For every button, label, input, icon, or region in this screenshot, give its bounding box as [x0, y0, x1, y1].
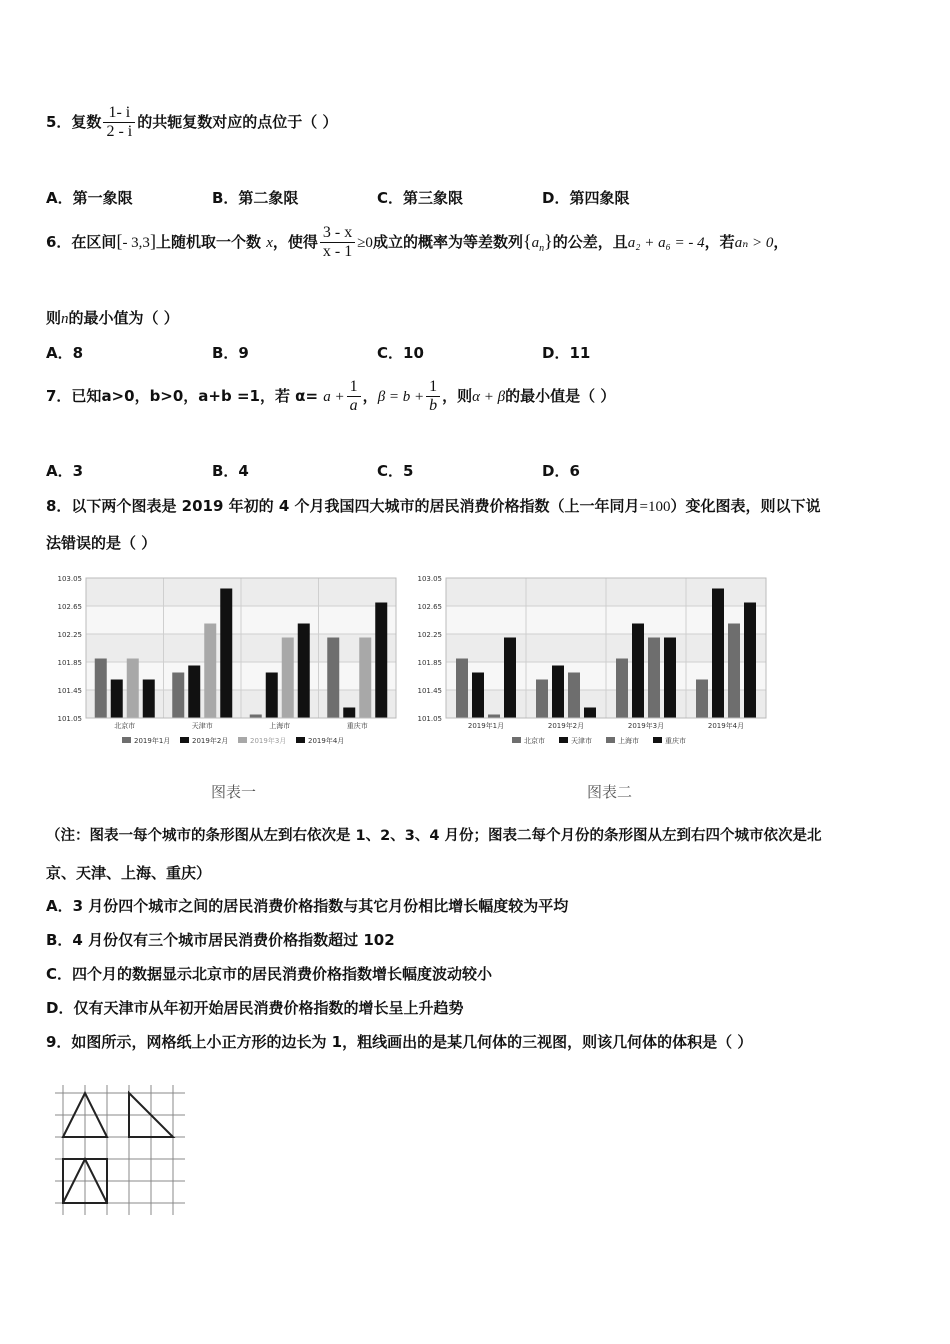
y-tick-label: 102.65	[57, 603, 82, 611]
q8-note-line2: 京、天津、上海、重庆）	[46, 864, 212, 882]
bar	[456, 659, 468, 719]
q6-text3: ，使得	[272, 233, 318, 251]
grid-lines	[55, 1085, 185, 1215]
legend-swatch	[512, 737, 521, 743]
q6-fraction	[320, 224, 355, 261]
q8-line1-eq: =100	[639, 499, 671, 515]
three-view-figure	[55, 1085, 187, 1217]
y-tick-label: 102.65	[417, 603, 442, 611]
q8-line1-prefix: 8．以下两个图表是 2019 年初的 4 个月我国四大城市的居民消费价格指数（上一年同月	[46, 497, 640, 515]
bar	[111, 680, 123, 719]
chart-one-caption: 图表一	[211, 783, 257, 801]
legend-label: 2019年4月	[308, 737, 345, 745]
q5-option-d: D．第四象限	[542, 189, 630, 207]
q6-option-a: A．8	[46, 344, 84, 362]
q8-option-c: C．四个月的数据显示北京市的居民消费价格指数增长幅度波动较小	[46, 965, 493, 983]
q5-fraction	[103, 104, 135, 141]
legend-label: 重庆市	[665, 737, 686, 745]
legend-label: 北京市	[524, 737, 545, 745]
q5-option-c: C．第三象限	[377, 189, 464, 207]
y-tick-label: 101.85	[417, 659, 442, 667]
chart-one	[52, 572, 402, 757]
y-tick-label: 103.05	[417, 575, 442, 583]
bar	[664, 638, 676, 719]
bar	[648, 638, 660, 719]
bar	[298, 624, 310, 719]
legend-label: 2019年1月	[134, 737, 171, 745]
legend-label: 天津市	[571, 737, 592, 745]
q7-option-b: B．4	[212, 462, 249, 480]
x-tick-label: 天津市	[191, 722, 213, 730]
bar	[220, 589, 232, 719]
q6-text6: ，若	[704, 233, 735, 251]
legend-swatch	[606, 737, 615, 743]
y-tick-label: 102.25	[417, 631, 442, 639]
q6-option-c: C．10	[377, 344, 424, 362]
legend-label: 2019年3月	[250, 737, 287, 745]
bar	[504, 638, 516, 719]
bar	[744, 603, 756, 719]
q5-stem	[46, 104, 337, 141]
x-tick-label: 2019年1月	[467, 722, 505, 730]
legend-swatch	[296, 737, 305, 743]
y-tick-label: 101.05	[417, 715, 442, 723]
bar	[282, 638, 294, 719]
q5-suffix: 的共轭复数对应的点位于（ ）	[137, 113, 338, 131]
bar	[472, 673, 484, 719]
q5-option-a: A．第一象限	[46, 189, 133, 207]
q7-option-d: D．6	[542, 462, 580, 480]
q6-option-d: D．11	[542, 344, 591, 362]
bar	[728, 624, 740, 719]
y-tick-label: 101.85	[57, 659, 82, 667]
y-tick-label: 101.45	[57, 687, 82, 695]
q8-note-line1: （注：图表一每个城市的条形图从左到右依次是 1、2、3、4 月份；图表二每个月份的条形图从左到右四个城市依次是北	[46, 828, 822, 844]
q7-text2: ，则	[442, 387, 473, 405]
q6-text5: 的公差，且	[552, 233, 628, 251]
bar	[632, 624, 644, 719]
legend-label: 上海市	[618, 737, 639, 745]
q6-var-x: x	[266, 235, 273, 251]
q5-frac-num: 1- i	[103, 104, 135, 123]
q7-cond: a>0，b>0，a+b =1，若 α=	[101, 387, 319, 405]
bar	[568, 673, 580, 719]
q7-option-c: C．5	[377, 462, 414, 480]
legend-swatch	[122, 737, 131, 743]
q6-stem: 6．在区间[- 3,3]上随机取一个数 x，使得 $\frac{3 - x}{x - 1}$ ≥0成立的概率为等差数列$\{a_n\}$的公差，且a₂ + a₆ = - 4，若aₙ > 0，	[46, 224, 789, 260]
bar	[712, 589, 724, 719]
q9-stem: 9．如图所示，网格纸上小正方形的边长为 1，粗线画出的是某几何体的三视图，则该几何体的体积是（ ）	[46, 1033, 753, 1051]
bar	[266, 673, 278, 719]
bar	[536, 680, 548, 719]
q5-prefix: 5．复数	[46, 113, 102, 131]
bar	[343, 708, 355, 719]
q8-line1-suffix: ）变化图表，则以下说	[670, 497, 821, 515]
legend-swatch	[559, 737, 568, 743]
bar	[188, 666, 200, 719]
q6-line2-prefix: 则	[46, 309, 62, 327]
q6-option-b: B．9	[212, 344, 249, 362]
bar	[488, 715, 500, 719]
x-tick-label: 2019年4月	[707, 722, 745, 730]
y-tick-label: 102.25	[57, 631, 82, 639]
q7-sep: ，	[362, 387, 378, 405]
q6-seq: a	[531, 235, 540, 251]
bar	[696, 680, 708, 719]
q6-cond2: aₙ > 0	[734, 235, 774, 251]
bar	[359, 638, 371, 719]
y-tick-label: 101.45	[417, 687, 442, 695]
bar	[95, 659, 107, 719]
bar	[616, 659, 628, 719]
chart-two-caption: 图表二	[587, 783, 633, 801]
q8-option-a: A．3 月份四个城市之间的居民消费价格指数与其它月份相比增长幅度较为平均	[46, 897, 569, 915]
q7-option-a: A．3	[46, 462, 84, 480]
x-tick-label: 2019年2月	[547, 722, 585, 730]
q6-cond: a₂ + a₆ = - 4	[627, 235, 705, 251]
q7-alpha-frac-num: 1	[347, 378, 361, 397]
legend-swatch	[653, 737, 662, 743]
q6-text7: ，	[773, 233, 789, 251]
q6-line2-suffix: 的最小值为（ ）	[68, 309, 179, 327]
q7-suffix: 的最小值是（ ）	[505, 387, 616, 405]
q7-beta-frac-den: b	[429, 397, 438, 414]
q6-text2: 上随机取一个数	[155, 233, 261, 251]
bar	[172, 673, 184, 719]
q8-option-b: B．4 月份仅有三个城市居民消费价格指数超过 102	[46, 931, 395, 949]
q6-frac-den: x - 1	[322, 243, 353, 260]
bar	[250, 715, 262, 719]
bar	[552, 666, 564, 719]
x-tick-label: 北京市	[114, 722, 136, 730]
y-tick-label: 101.05	[57, 715, 82, 723]
legend-swatch	[238, 737, 247, 743]
q6-text4: 成立的概率为等差数列	[372, 233, 523, 251]
legend-label: 2019年2月	[192, 737, 229, 745]
q7-alpha-frac-den: a	[349, 397, 358, 414]
q7-beta-frac-num: 1	[426, 378, 440, 397]
q8-stem-line2: 法错误的是（ ）	[46, 534, 157, 552]
q6-ineq: ≥0	[357, 235, 373, 251]
q6-stem-line2	[46, 307, 179, 328]
q6-seq-sub: n	[539, 243, 545, 254]
bar	[204, 624, 216, 719]
q7-alpha-a: a +	[323, 389, 345, 405]
q8-option-d: D．仅有天津市从年初开始居民消费价格指数的增长呈上升趋势	[46, 999, 464, 1017]
q6-prefix: 6．在区间	[46, 233, 117, 251]
y-tick-label: 103.05	[57, 575, 82, 583]
legend-swatch	[180, 737, 189, 743]
bar	[584, 708, 596, 719]
q5-frac-den: 2 - i	[106, 123, 133, 140]
q8-stem	[46, 495, 821, 516]
x-tick-label: 重庆市	[346, 722, 368, 730]
q7-beta-lhs: β = b +	[377, 389, 425, 405]
chart-two	[412, 572, 772, 757]
bar	[327, 638, 339, 719]
q7-beta-fraction	[426, 378, 440, 415]
bar	[375, 603, 387, 719]
q6-interval: - 3,3	[122, 235, 150, 251]
q6-var-n: n	[61, 311, 69, 327]
q6-frac-num: 3 - x	[320, 224, 355, 243]
q7-stem	[46, 378, 615, 415]
q7-alpha-fraction	[347, 378, 361, 415]
x-tick-label: 2019年3月	[627, 722, 665, 730]
q5-option-b: B．第二象限	[212, 189, 299, 207]
q7-prefix: 7．已知	[46, 387, 102, 405]
x-tick-label: 上海市	[269, 722, 291, 730]
bar	[143, 680, 155, 719]
q7-sum: α + β	[472, 389, 506, 405]
bar	[127, 659, 139, 719]
